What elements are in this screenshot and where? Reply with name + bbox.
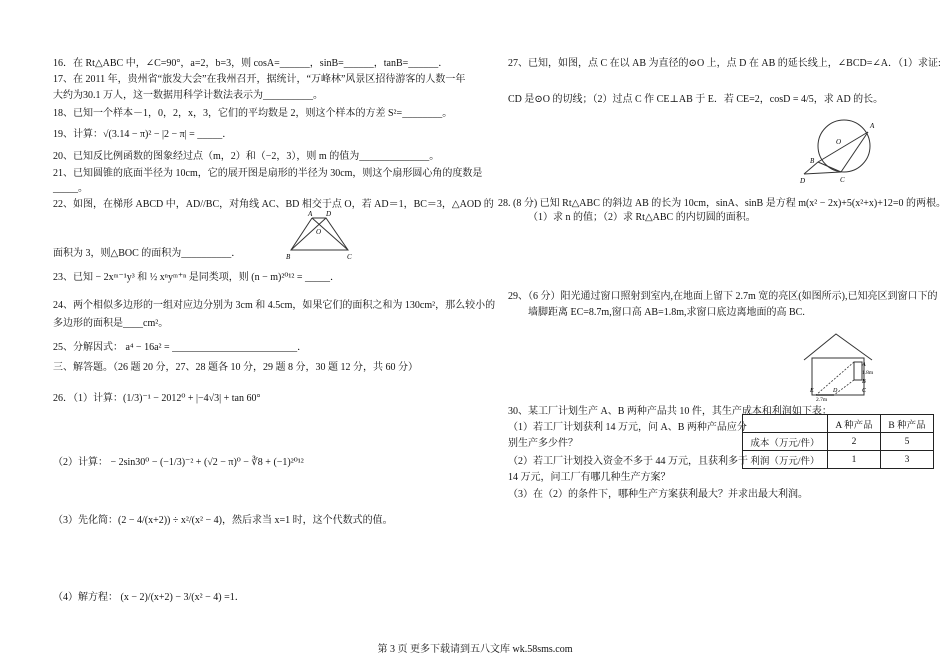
table-cell: 3 bbox=[881, 451, 934, 469]
question-16: 16．在 Rt△ABC 中，∠C=90°，a=2，b=3，则 cosA=______，sinB=______，tanB=______． bbox=[53, 58, 449, 69]
question-30-1-line2: 别生产多少件？ bbox=[508, 438, 578, 449]
question-26-3: （3）先化简：(2 − 4/(x+2)) ÷ x²/(x² − 4)，然后求当 x=1 时，这个代数式的值。 bbox=[53, 515, 393, 526]
question-21-line1: 21、已知圆锥的底面半径为 10cm，它的展开图是扇形的半径为 30cm，则这个扇形圆心角的度数是 bbox=[53, 168, 483, 179]
table-header-cell: A 种产品 bbox=[828, 415, 881, 433]
table-row bbox=[743, 451, 934, 469]
question-28-line2: （1）求 n 的值；（2）求 Rt△ABC 的内切圆的面积。 bbox=[528, 212, 756, 223]
question-29-line2: 墙脚距离 EC=8.7m,窗口高 AB=1.8m,求窗口底边离地面的高 BC. bbox=[528, 307, 805, 318]
circle-label-o: O bbox=[836, 138, 842, 146]
window-height-label: 1.8m bbox=[862, 370, 874, 376]
question-30-2-line1: （2）若工厂计划投入资金不多于 44 万元，且获利多于 bbox=[508, 456, 748, 467]
section-3-heading: 三、解答题。（26 题 20 分，27、28 题各 10 分，29 题 8 分，30 题 12 分，共 60 分） bbox=[53, 362, 418, 373]
table-cell: 5 bbox=[881, 433, 934, 451]
question-17-line2: 大约为30.1 万人，这一数据用科学计数法表示为__________。 bbox=[53, 90, 323, 101]
question-26-2: （2）计算： − 2sin30⁰ − (−1/3)⁻² + (√2 − π)⁰ − ∛8 + (−1)²⁰¹² bbox=[53, 457, 304, 468]
table-cell: 利润（万元/件） bbox=[743, 451, 828, 469]
question-22-line2: 面积为 3，则△BOC 的面积为__________． bbox=[53, 248, 242, 259]
question-24-line2: 多边形的面积是____cm²。 bbox=[53, 318, 169, 329]
question-17-line1: 17、在 2011 年，贵州省“旅发大会”在我州召开，据统计，“万峰林”风景区招待游客的人数一年 bbox=[53, 74, 466, 85]
window-label-a: A bbox=[862, 362, 866, 368]
table-header-cell bbox=[743, 415, 828, 433]
circle-label-d: D bbox=[800, 177, 806, 184]
window-label-b: B bbox=[862, 379, 866, 385]
question-27-line2: CD 是⊙O 的切线；（2）过点 C 作 CE⊥AB 于 E．若 CE=2，cosD = 4/5，求 AD 的长。 bbox=[508, 94, 884, 105]
question-26-1: 26．（1）计算：(1/3)⁻¹ − 2012⁰ + |−4√3| + tan 60° bbox=[53, 393, 261, 404]
trap-label-o: O bbox=[316, 228, 322, 236]
table-cell: 成本（万元/件） bbox=[743, 433, 828, 451]
question-22-line1: 22、如图，在梯形 ABCD 中，AD//BC，对角线 AC、BD 相交于点 O，若 AD＝1，BC＝3，△AOD 的 bbox=[53, 199, 494, 210]
question-28-line1: 28. (8 分) 已知 Rt△ABC 的斜边 AB 的长为 10cm，sinA、sinB 是方程 m(x² − 2x)+5(x²+x)+12=0 的两根。 bbox=[498, 198, 946, 209]
question-27-line1: 27、已知，如图，点 C 在以 AB 为直径的⊙O 上，点 D 在 AB 的延长线上，∠BCD=∠A．（1）求证: bbox=[508, 58, 941, 69]
question-30-2-line2: 14 万元，问工厂有哪几种生产方案？ bbox=[508, 472, 671, 483]
question-30-3: （3）在（2）的条件下，哪种生产方案获利最大？并求出最大利润。 bbox=[508, 489, 808, 500]
question-20: 20、已知反比例函数的图象经过点（m，2）和（−2，3），则 m 的值为______________。 bbox=[53, 151, 440, 162]
question-21-line2: _____。 bbox=[53, 183, 88, 194]
question-30-1-line1: （1）若工厂计划获利 14 万元，问 A、B 两种产品应分 bbox=[508, 422, 747, 433]
table-header-cell: B 种产品 bbox=[881, 415, 934, 433]
trap-label-a: A bbox=[308, 210, 313, 218]
trap-label-c: C bbox=[347, 253, 352, 261]
table-header-row bbox=[743, 415, 934, 433]
product-cost-table bbox=[742, 414, 934, 469]
circle-label-c: C bbox=[840, 176, 845, 184]
page-footer: 第 3 页 更多下载请到五八文库 wk.58sms.com bbox=[377, 644, 573, 655]
window-label-e: E bbox=[810, 388, 814, 394]
question-18: 18、已知一个样本－1，0，2，x，3，它们的平均数是 2，则这个样本的方差 S²=________。 bbox=[53, 108, 453, 119]
window-width-label: 2.7m bbox=[816, 397, 828, 402]
trapezoid-figure bbox=[286, 210, 356, 262]
question-29-line1: 29、（6 分）阳光通过窗口照射到室内,在地面上留下 2.7m 宽的亮区(如图所示),已知亮区到窗口下的 bbox=[508, 291, 938, 302]
question-30-intro: 30、某工厂计划生产 A、B 两种产品共 10 件，其生产成本和利润如下表： bbox=[508, 406, 832, 417]
circle-label-a: A bbox=[870, 122, 875, 130]
table-cell: 1 bbox=[828, 451, 881, 469]
table-row bbox=[743, 433, 934, 451]
question-26-4: （4）解方程： (x − 2)/(x+2) − 3/(x² − 4) =1． bbox=[53, 592, 245, 603]
table-cell: 2 bbox=[828, 433, 881, 451]
trap-label-d: D bbox=[326, 210, 332, 218]
question-25: 25、分解因式： a⁴ − 16a² = _________________________． bbox=[53, 342, 308, 353]
question-24-line1: 24、两个相似多边形的一组对应边分别为 3cm 和 4.5cm，如果它们的面积之和为 130cm²，那么较小的 bbox=[53, 300, 496, 311]
window-label-c: C bbox=[862, 388, 867, 394]
question-23: 23、已知 − 2xᵐ⁻¹y³ 和 ½ xⁿyᵐ⁺ⁿ 是同类项，则 (n − m)²⁰¹² = _____． bbox=[53, 272, 340, 283]
window-label-d: D bbox=[833, 388, 838, 394]
trap-label-b: B bbox=[286, 253, 291, 261]
question-19: 19、计算：√(3.14 − π)² − |2 − π| = _____． bbox=[53, 129, 233, 140]
window-sunlight-figure bbox=[800, 328, 876, 402]
circle-tangent-figure bbox=[798, 112, 878, 184]
circle-label-b: B bbox=[810, 157, 815, 165]
